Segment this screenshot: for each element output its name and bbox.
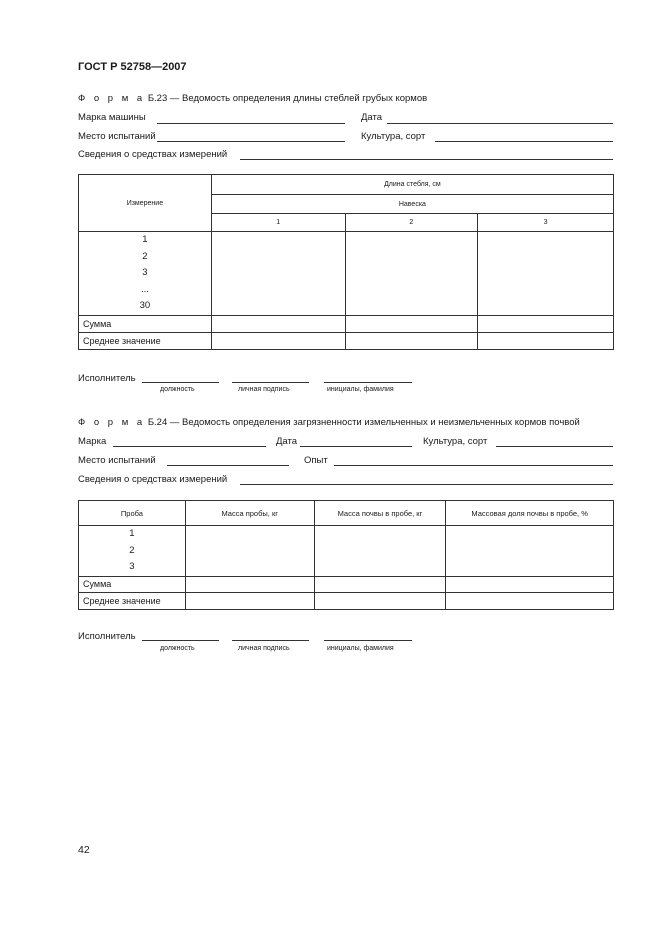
form2-date-line xyxy=(300,446,412,447)
data-cell xyxy=(478,315,614,332)
form2-name-caption: инициалы, фамилия xyxy=(327,645,394,652)
col-sample-mass-header: Масса пробы, кг xyxy=(185,501,314,526)
form2-brand-label: Марка xyxy=(78,436,107,447)
form2-experiment-label: Опыт xyxy=(304,455,328,466)
form2-experiment-line xyxy=(334,465,613,466)
form2-prefix: Ф о р м а xyxy=(78,417,146,428)
form1-sign-caption: личная подпись xyxy=(238,386,290,393)
form1-name-line xyxy=(324,382,412,383)
data-cell xyxy=(314,576,446,592)
form1-culture-line xyxy=(435,141,613,142)
table-row: 1 xyxy=(142,234,148,245)
data-cell xyxy=(446,526,614,577)
form1-date-line xyxy=(387,123,613,124)
data-cell xyxy=(345,315,478,332)
form2-place-line xyxy=(167,465,289,466)
form2-place-label: Место испытаний xyxy=(78,455,156,466)
data-cell xyxy=(314,526,446,577)
form1-machine-label: Марка машины xyxy=(78,112,146,123)
col-measure-header: Измерение xyxy=(79,175,212,232)
form1-position-line xyxy=(142,382,219,383)
form2-executor-label: Исполнитель xyxy=(78,631,136,642)
table-row: 1 xyxy=(129,528,135,539)
data-cell xyxy=(185,526,314,577)
col-sample-header: Проба xyxy=(79,501,186,526)
data-cell xyxy=(185,576,314,592)
form1-prefix: Ф о р м а xyxy=(78,93,146,104)
data-cell xyxy=(446,592,614,609)
form2-sign-line xyxy=(232,640,309,641)
form2-title xyxy=(78,417,580,428)
form2-culture-line xyxy=(496,446,613,447)
col-soil-mass-header: Масса почвы в пробе, кг xyxy=(314,501,446,526)
form1-place-label: Место испытаний xyxy=(78,131,156,142)
form2-instruments-label: Сведения о средствах измерений xyxy=(78,474,228,485)
form1-machine-line xyxy=(157,123,345,124)
sum-row-label: Сумма xyxy=(79,576,186,592)
sub-col-1: 1 xyxy=(211,214,345,232)
col-length-header: Длина стебля, см xyxy=(211,175,613,195)
data-cell xyxy=(345,332,478,349)
data-cell xyxy=(446,576,614,592)
sub-col-2: 2 xyxy=(345,214,478,232)
form2-instruments-line xyxy=(240,484,613,485)
form2-culture-label: Культура, сорт xyxy=(423,436,488,447)
form2-title-text: Б.24 — Ведомость определения загрязненности измельченных и неизмельченных кормов почвой xyxy=(147,417,580,428)
sample-numbers xyxy=(79,526,186,577)
form2-name-line xyxy=(324,640,412,641)
data-cell xyxy=(211,315,345,332)
form2-position-caption: должность xyxy=(160,645,195,652)
form1-table xyxy=(78,174,614,350)
form1-instruments-label: Сведения о средствах измерений xyxy=(78,149,228,160)
table-row: 2 xyxy=(129,544,135,556)
form1-name-caption: инициалы, фамилия xyxy=(327,386,394,393)
data-cell xyxy=(314,592,446,609)
form2-table xyxy=(78,500,614,610)
data-cell xyxy=(211,232,345,316)
sum-row-label: Сумма xyxy=(79,315,212,332)
form1-position-caption: должность xyxy=(160,386,195,393)
col-soil-share-header: Массовая доля почвы в пробе, % xyxy=(446,501,614,526)
page-number: 42 xyxy=(78,844,90,856)
form1-title xyxy=(78,93,427,104)
table-row: 3 xyxy=(142,267,148,279)
form2-date-label: Дата xyxy=(276,436,298,447)
form1-title-text: Б.23 — Ведомость определения длины стеблей грубых кормов xyxy=(147,93,428,104)
mean-row-label: Среднее значение xyxy=(79,332,212,349)
mean-row-label: Среднее значение xyxy=(79,592,186,609)
form1-place-line xyxy=(157,141,345,142)
data-cell xyxy=(345,232,478,316)
form2-sign-caption: личная подпись xyxy=(238,645,290,652)
measure-numbers xyxy=(79,232,212,316)
col-sample-header: Навеска xyxy=(211,195,613,214)
data-cell xyxy=(185,592,314,609)
form1-culture-label: Культура, сорт xyxy=(361,131,426,142)
form1-sign-line xyxy=(232,382,309,383)
data-cell xyxy=(478,332,614,349)
document-header: ГОСТ Р 52758—2007 xyxy=(78,61,187,73)
table-row: 2 xyxy=(142,250,148,262)
sub-col-3: 3 xyxy=(478,214,614,232)
form1-instruments-line xyxy=(240,159,613,160)
table-row: ... xyxy=(140,283,149,295)
table-row: 30 xyxy=(139,300,151,312)
data-cell xyxy=(478,232,614,316)
table-row: 3 xyxy=(129,561,135,573)
form1-executor-label: Исполнитель xyxy=(78,373,136,384)
form2-position-line xyxy=(142,640,219,641)
form2-brand-line xyxy=(113,446,266,447)
form1-date-label: Дата xyxy=(361,112,383,123)
data-cell xyxy=(211,332,345,349)
